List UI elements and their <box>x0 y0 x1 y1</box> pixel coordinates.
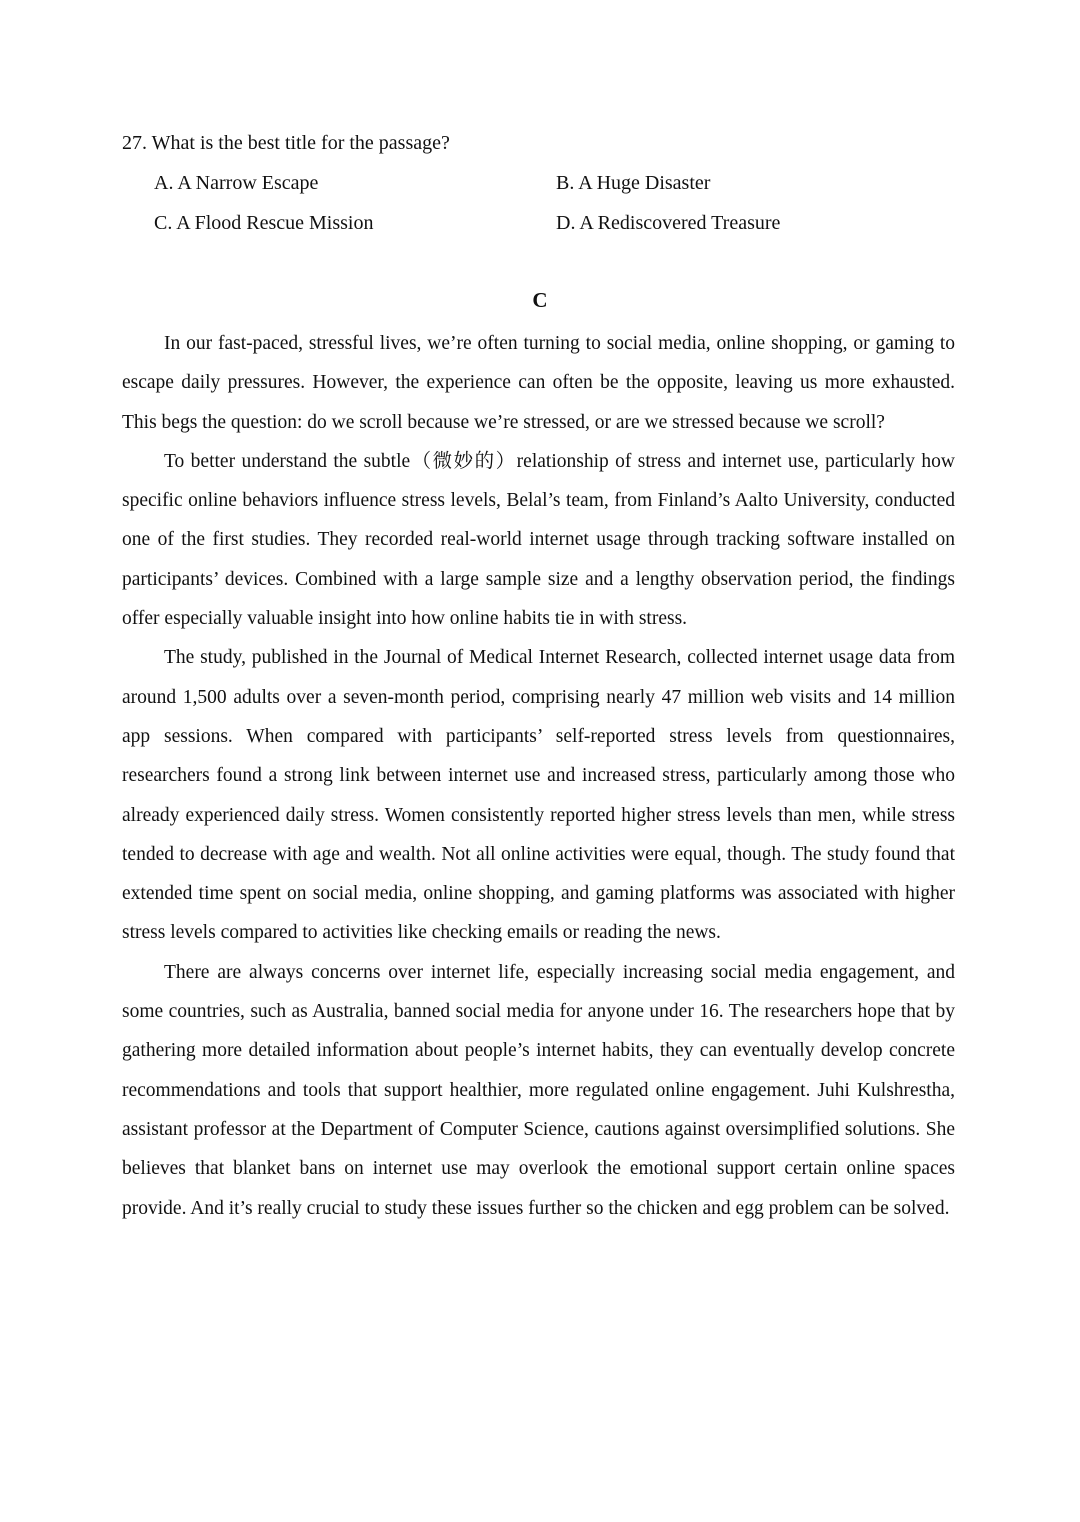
option-b: B. A Huge Disaster <box>556 172 711 194</box>
question-27-options <box>154 168 964 238</box>
option-c: C. A Flood Rescue Mission <box>154 212 374 234</box>
option-a: A. A Narrow Escape <box>154 172 319 194</box>
passage-paragraph-4: There are always concerns over internet life, especially increasing social media engagement, and some countries, such as Australia, banned social media for anyone under 16. The researchers hope that by gathering more detailed information about people’s internet habits, they can eventually develop concrete recommendations and tools that support healthier, more regulated online engagement. Juhi Kulshrestha, assistant professor at the Department of Computer Science, cautions against oversimplified solutions. She believes that blanket bans on internet use may overlook the emotional support certain online spaces provide. And it’s really crucial to study these issues further so the chicken and egg problem can be solved. <box>122 961 955 1219</box>
passage-paragraph-2: To better understand the subtle（微妙的）relationship of stress and internet use, particularly how specific online behaviors influence stress levels, Belal’s team, from Finland’s Aalto University, conducted one of the first studies. They recorded real-world internet usage through tracking software installed on participants’ devices. Combined with a large sample size and a lengthy observation period, the findings offer especially valuable insight into how online habits tie in with stress. <box>122 450 955 630</box>
reading-passage <box>122 324 955 1228</box>
passage-paragraph-1: In our fast-paced, stressful lives, we’re often turning to social media, online shopping, or gaming to escape daily pressures. However, the experience can often be the opposite, leaving us more exhausted. This begs the question: do we scroll because we’re stressed, or are we stressed because we scroll? <box>122 333 955 433</box>
passage-paragraph-3: The study, published in the Journal of Medical Internet Research, collected internet usage data from around 1,500 adults over a seven-month period, comprising nearly 47 million web visits and 14 million app sessions. When compared with participants’ self-reported stress levels from questionnaires, researchers found a strong link between internet use and increased stress, particularly among those who already experienced daily stress. Women consistently reported higher stress levels than men, while stress tended to decrease with age and wealth. Not all online activities were equal, though. The study found that extended time spent on social media, online shopping, and gaming platforms was associated with higher stress levels compared to activities like checking emails or reading the news. <box>122 647 955 944</box>
section-heading: C <box>532 288 548 312</box>
question-27-stem: 27. What is the best title for the passage? <box>122 132 450 154</box>
option-d: D. A Rediscovered Treasure <box>556 212 781 234</box>
